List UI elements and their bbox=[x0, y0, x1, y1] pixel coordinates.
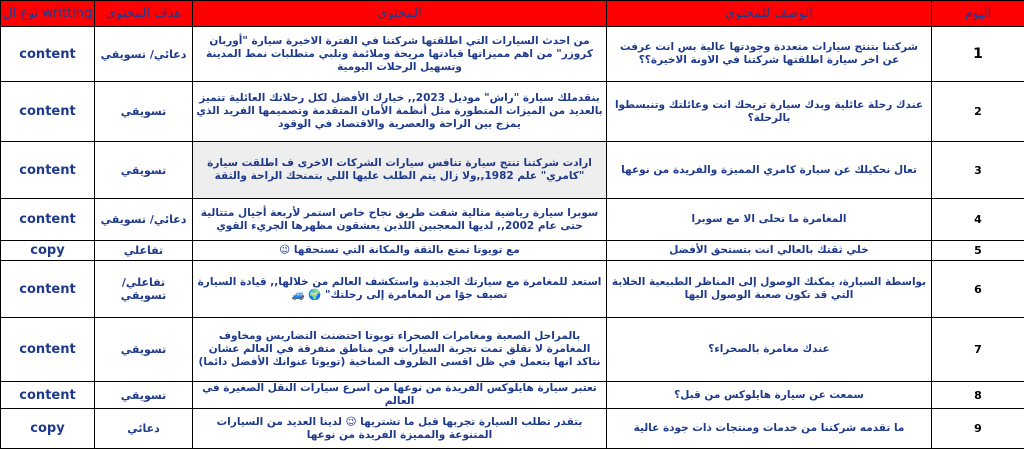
day-cell: 7 bbox=[932, 318, 1024, 382]
content-goal-cell: تسويقي bbox=[95, 82, 193, 142]
header-content-goal: هدف المحتوى bbox=[95, 1, 193, 27]
day-cell: 5 bbox=[932, 241, 1024, 261]
writing-type-cell: content bbox=[1, 27, 95, 82]
table-row bbox=[1, 382, 1024, 409]
content-cell: استعد للمغامرة مع سيارتك الجديدة واستكشف العالم من خلالها,, قيادة السيارة تضيف جوًا من المغامرة إلى رحلتك" 🌍 🚙 bbox=[193, 261, 607, 318]
content-cell: من احدث السيارات التي اطلقتها شركتنا في الفترة الاخيرة سيارة "أوربان كروزر" من اهم مميزاتها قيادتها مريحة وملائمة وتلبي متطلبات نمط المدينة وتسهيل الرحلات اليومية bbox=[193, 27, 607, 82]
table-row bbox=[1, 142, 1024, 199]
description-cell: المغامرة ما تحلى الا مع سوبرا bbox=[607, 199, 932, 241]
description-cell: شركتنا بتنتج سيارات متعددة وجودتها عالية بس انت عرفت عن اخر سيارة اطلقتها شركتنا في الاونة الاخيرة؟؟ bbox=[607, 27, 932, 82]
description-cell: خلي ثقتك بالعالي انت بتستحق الأفضل bbox=[607, 241, 932, 261]
content-cell: سوبرا سيارة رياضية مثالية شقت طريق نجاح خاص استمر لأربعة أجيال متتالية حتى عام 2002,, لديها المعجبين اللذين يعشقون مظهرها الجريء القوي bbox=[193, 199, 607, 241]
content-cell: بتقدر تطلب السيارة تجربها قبل ما تشتريها 😉 لدينا العديد من السيارات المتنوعة والمميزة الفريدة من نوعها bbox=[193, 409, 607, 449]
day-cell: 3 bbox=[932, 142, 1024, 199]
writing-type-cell: copy bbox=[1, 241, 95, 261]
table-row bbox=[1, 261, 1024, 318]
description-cell: عندك رحلة عائلية وبدك سيارة تريحك انت وعائلتك وتنبسطوا بالرحلة؟ bbox=[607, 82, 932, 142]
writing-type-cell: content bbox=[1, 318, 95, 382]
content-cell: مع تويوتا تمتع بالثقة والمكانة التي تستحقها 😉 bbox=[193, 241, 607, 261]
content-cell: بالمراحل الصعبة ومغامرات الصحراء تويوتا احتضنت التضاريس ومخاوف المغامرة لا تقلق تمت تجربة السيارات في مناطق متفرقة في العالم عشان نتاكد انها بتعمل في ظل اقسى الظروف المناخية (تويوتا عنوانك الأفضل دائما) bbox=[193, 318, 607, 382]
content-cell: بنقدملك سيارة "راش" موديل 2023,, خيارك الأفضل لكل رحلاتك العائلية تتميز بالعديد من الميزات المتطورة مثل أنظمة الأمان المتقدمة وتصميمها الفريد الذي يمزج بين الراحة والعصرية والاقتصاد في الوقود bbox=[193, 82, 607, 142]
table-row bbox=[1, 241, 1024, 261]
writing-type-cell: content bbox=[1, 382, 95, 409]
description-cell: ما تقدمه شركتنا من خدمات ومنتجات ذات جودة عالية bbox=[607, 409, 932, 449]
content-cell: ارادت شركتنا تنتج سيارة تنافس سيارات الشركات الاخرى ف اطلقت سيارة "كامري" علم 1982,,ولا زال يتم الطلب عليها اللي بتمنحك الراحة والثقة bbox=[193, 142, 607, 199]
content-goal-cell: دعائي/ تسويقي bbox=[95, 199, 193, 241]
description-cell: بواسطة السيارة، يمكنك الوصول إلى المناظر الطبيعية الخلابة التي قد تكون صعبة الوصول اليها bbox=[607, 261, 932, 318]
day-cell: 1 bbox=[932, 27, 1024, 82]
header-content: المحتوى bbox=[193, 1, 607, 27]
table-row bbox=[1, 409, 1024, 449]
writing-type-cell: content bbox=[1, 261, 95, 318]
writing-type-cell: copy bbox=[1, 409, 95, 449]
content-goal-cell: دعائي/ تسويقي bbox=[95, 27, 193, 82]
table-row bbox=[1, 27, 1024, 82]
content-goal-cell: تسويقي bbox=[95, 142, 193, 199]
header-writing-type: نوع ال writting bbox=[1, 1, 95, 27]
writing-type-cell: content bbox=[1, 199, 95, 241]
content-goal-cell: تفاعلي bbox=[95, 241, 193, 261]
day-cell: 2 bbox=[932, 82, 1024, 142]
writing-type-cell: content bbox=[1, 142, 95, 199]
content-goal-cell: دعائي bbox=[95, 409, 193, 449]
day-cell: 8 bbox=[932, 382, 1024, 409]
header-day: اليوم bbox=[932, 1, 1024, 27]
day-cell: 4 bbox=[932, 199, 1024, 241]
content-goal-cell: تسويقي bbox=[95, 318, 193, 382]
description-cell: عندك مغامرة بالصحراء؟ bbox=[607, 318, 932, 382]
table-row bbox=[1, 318, 1024, 382]
description-cell: تعال نحكيلك عن سيارة كامري المميزة والفريدة من نوعها bbox=[607, 142, 932, 199]
description-cell: سمعت عن سيارة هايلوكس من قبل؟ bbox=[607, 382, 932, 409]
content-goal-cell: تفاعلي/ تسويقي bbox=[95, 261, 193, 318]
day-cell: 9 bbox=[932, 409, 1024, 449]
day-cell: 6 bbox=[932, 261, 1024, 318]
writing-type-cell: content bbox=[1, 82, 95, 142]
header-description: الوصف للمحتوى bbox=[607, 1, 932, 27]
content-goal-cell: تسويقي bbox=[95, 382, 193, 409]
header-row bbox=[1, 1, 1024, 27]
table-row bbox=[1, 82, 1024, 142]
content-cell: تعتبر سيارة هايلوكس الفريدة من نوعها من اسرع سيارات النقل الصغيرة في العالم bbox=[193, 382, 607, 409]
table-row bbox=[1, 199, 1024, 241]
